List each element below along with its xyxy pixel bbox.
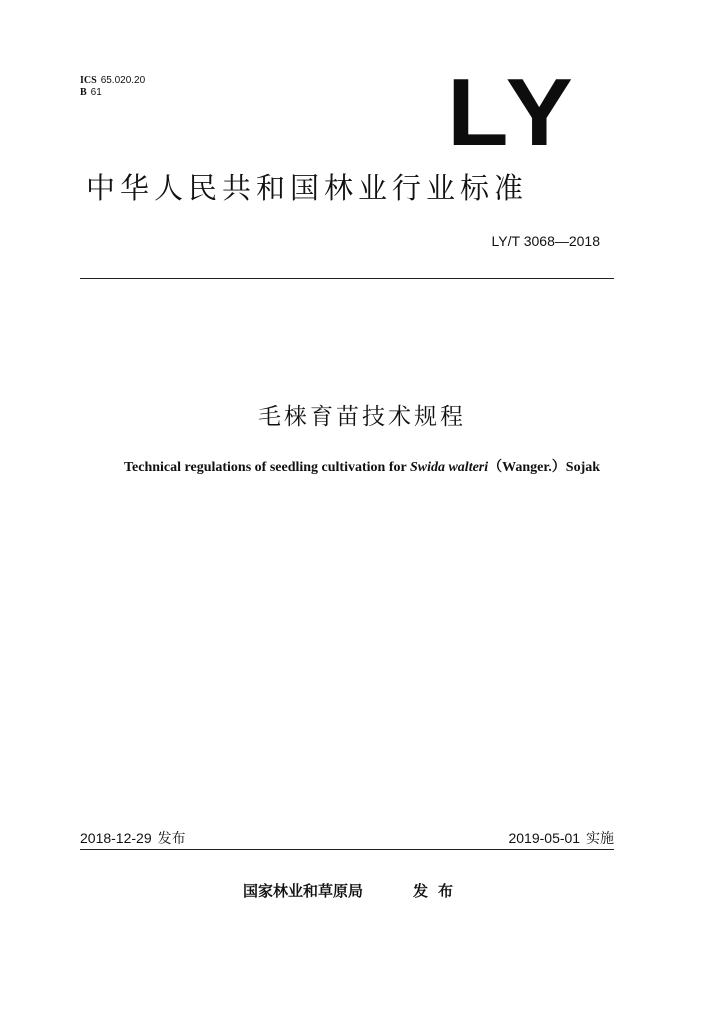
ics-label: ICS (80, 75, 97, 86)
classification-codes (80, 75, 145, 99)
publish-label: 发布 (413, 882, 464, 900)
ics-code: 65.020.20 (100, 75, 146, 86)
implementation-date: 2019-05-01 (508, 830, 581, 846)
ccs-line (80, 87, 145, 99)
publisher-name: 国家林业和草原局 (243, 882, 364, 900)
standard-number: LY/T 3068—2018 (491, 233, 600, 249)
issue-date: 2018-12-29 (80, 830, 152, 846)
ccs-code: 61 (90, 87, 102, 98)
ccs-label: B (80, 87, 87, 98)
ics-line (80, 75, 145, 87)
title-en-prefix: Technical regulations of seedling cultivation for (123, 460, 410, 475)
title-en-suffix: （Wanger.）Sojak (488, 460, 601, 475)
document-title-cn: 毛梾育苗技术规程 (258, 404, 466, 430)
ly-logo: LY (447, 59, 580, 166)
issue-label: 发布 (157, 831, 186, 847)
implementation-date-line (508, 829, 614, 848)
issue-date-line (80, 829, 186, 848)
document-title-en (0, 459, 724, 477)
industry-standard-title: 中华人民共和国林业行业标准 (86, 171, 529, 205)
title-en-species: Swida walteri (409, 460, 489, 475)
implementation-label: 实施 (586, 831, 614, 847)
bottom-divider (80, 849, 614, 850)
top-divider (80, 278, 614, 279)
